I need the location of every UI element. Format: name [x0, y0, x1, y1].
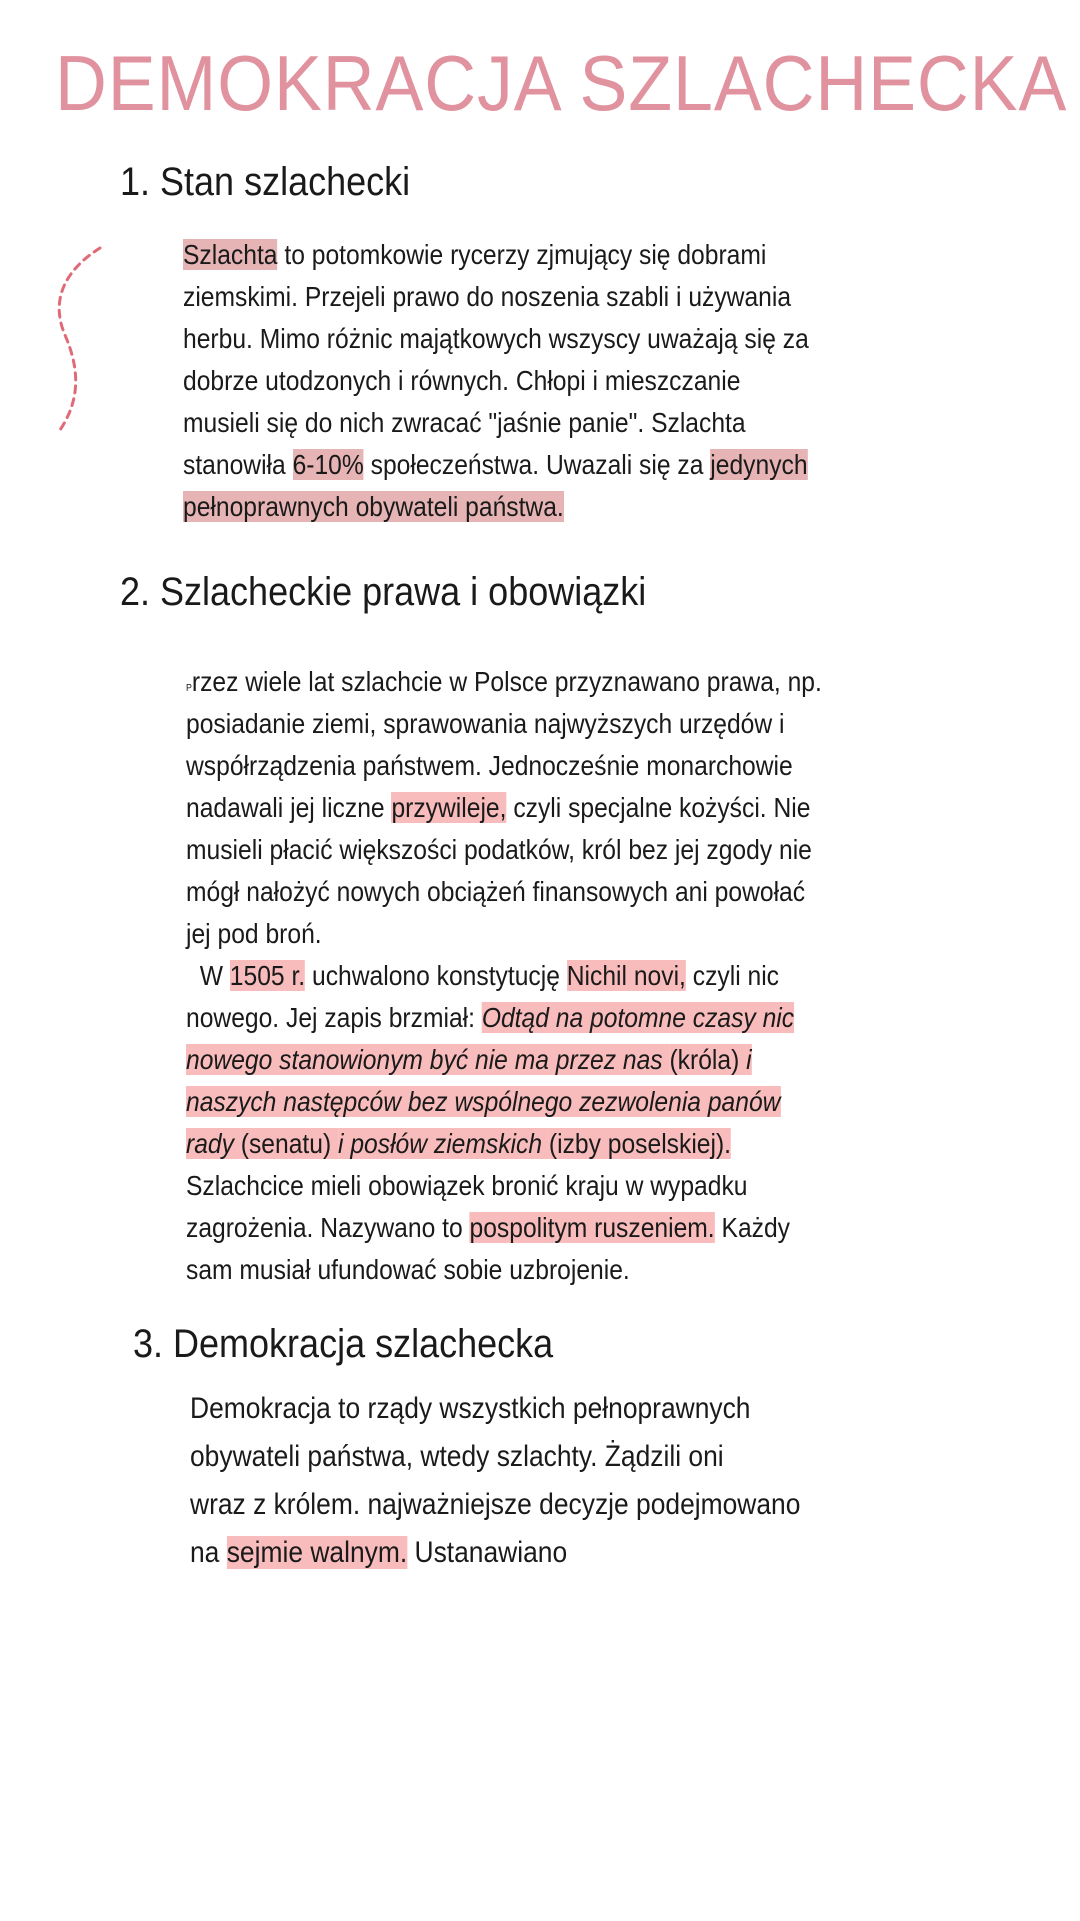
text-line	[183, 360, 809, 402]
text-segment: herbu. Mimo różnic majątkowych wszyscy uważają się za	[183, 323, 809, 354]
text-line	[190, 1481, 800, 1529]
text-segment: posiadanie ziemi, sprawowania najwyższych urzędów i	[186, 708, 785, 739]
text-segment: dobrze utodzonych i równych. Chłopi i mieszczanie	[183, 365, 741, 396]
text-segment: P	[186, 683, 192, 694]
text-line	[190, 1529, 800, 1577]
text-segment: zagrożenia. Nazywano to	[186, 1212, 470, 1243]
section-2-paragraph	[186, 661, 909, 1291]
page-title: DEMOKRACJA SZLACHECKA	[55, 39, 1068, 127]
highlighted-text: przywileje,	[391, 792, 507, 823]
text-line	[186, 1249, 822, 1291]
text-segment: społeczeństwa. Uwazali się za	[363, 449, 711, 480]
text-segment: sam musiał ufundować sobie uzbrojenie.	[186, 1254, 630, 1285]
text-segment: rzez wiele lat szlachcie w Polsce przyznawano prawa, np.	[191, 666, 822, 697]
text-segment: nadawali jej liczne	[186, 792, 392, 823]
highlighted-text: rady	[186, 1128, 241, 1159]
highlighted-text: Odtąd na potomne czasy nic	[481, 1002, 795, 1033]
highlighted-text: nowego stanowionym być nie ma przez nas	[186, 1044, 670, 1075]
text-line	[186, 1165, 822, 1207]
text-segment: uchwalono konstytucję	[305, 960, 567, 991]
text-line	[183, 444, 809, 486]
text-line	[190, 1385, 800, 1433]
text-segment: mógł nałożyć nowych obciążeń finansowych ani powołać	[186, 876, 806, 907]
highlighted-text: pospolitym ruszeniem.	[469, 1212, 715, 1243]
text-line	[190, 1433, 800, 1481]
text-segment: Ustanawiano	[407, 1536, 568, 1569]
text-segment: obywateli państwa, wtedy szlachty. Żądzili oni	[190, 1440, 724, 1473]
text-segment: na	[190, 1536, 227, 1569]
text-segment: musieli się do nich zwracać "jaśnie panie". Szlachta	[183, 407, 746, 438]
section-1-paragraph	[183, 234, 894, 528]
highlighted-text: i	[746, 1044, 752, 1075]
text-segment: ziemskimi. Przejeli prawo do noszenia szabli i używania	[183, 281, 792, 312]
highlighted-text: (senatu)	[240, 1128, 339, 1159]
text-segment: wraz z królem. najważniejsze decyzje podejmowano	[190, 1488, 801, 1521]
text-segment: czyli nic	[685, 960, 780, 991]
text-line	[186, 787, 822, 829]
text-line	[186, 829, 822, 871]
highlighted-text: Nichil novi,	[566, 960, 686, 991]
text-line	[186, 955, 822, 997]
text-segment: Szlachcice mieli obowiązek bronić kraju w wypadku	[186, 1170, 748, 1201]
text-line	[186, 745, 822, 787]
text-line	[183, 234, 809, 276]
text-line	[186, 871, 822, 913]
text-line	[186, 997, 822, 1039]
highlighted-text: Szlachta	[183, 239, 278, 270]
text-line	[186, 913, 822, 955]
text-segment: stanowiła	[183, 449, 293, 480]
text-line	[186, 1039, 822, 1081]
highlighted-text: jedynych	[710, 449, 808, 480]
text-segment: Każdy	[714, 1212, 790, 1243]
section-heading-2: 2. Szlacheckie prawa i obowiązki	[120, 570, 647, 614]
highlighted-text: sejmie walnym.	[226, 1536, 408, 1569]
text-segment: W	[186, 960, 230, 991]
text-line	[186, 1207, 822, 1249]
text-line	[183, 486, 809, 528]
text-segment: współrządzenia państwem. Jednocześnie monarchowie	[186, 750, 793, 781]
text-segment: nowego. Jej zapis brzmiał:	[186, 1002, 482, 1033]
section-heading-1: 1. Stan szlachecki	[120, 160, 411, 204]
highlighted-text: 6-10%	[292, 449, 364, 480]
highlighted-text: i posłów ziemskich	[338, 1128, 549, 1159]
text-segment: Demokracja to rządy wszystkich pełnoprawnych	[190, 1392, 751, 1425]
text-line	[183, 318, 809, 360]
highlighted-text: naszych następców bez wspólnego zezwolenia panów	[186, 1086, 781, 1117]
highlighted-text: (króla)	[669, 1044, 747, 1075]
text-line	[186, 1081, 822, 1123]
highlighted-text: pełnoprawnych obywateli państwa.	[183, 491, 564, 522]
text-line	[186, 661, 822, 703]
text-segment: czyli specjalne kożyści. Nie	[506, 792, 811, 823]
text-segment: musieli płacić większości podatków, król bez jej zgody nie	[186, 834, 812, 865]
section-3-paragraph	[190, 1385, 884, 1577]
highlighted-text: (izby poselskiej).	[548, 1128, 732, 1159]
dashed-squiggle-decoration	[45, 240, 115, 440]
text-segment: to potomkowie rycerzy zjmujący się dobrami	[277, 239, 767, 270]
text-line	[186, 703, 822, 745]
text-line	[183, 402, 809, 444]
text-segment: jej pod broń.	[186, 918, 322, 949]
text-line	[186, 1123, 822, 1165]
section-heading-3: 3. Demokracja szlachecka	[133, 1322, 554, 1366]
text-line	[183, 276, 809, 318]
highlighted-text: 1505 r.	[229, 960, 306, 991]
